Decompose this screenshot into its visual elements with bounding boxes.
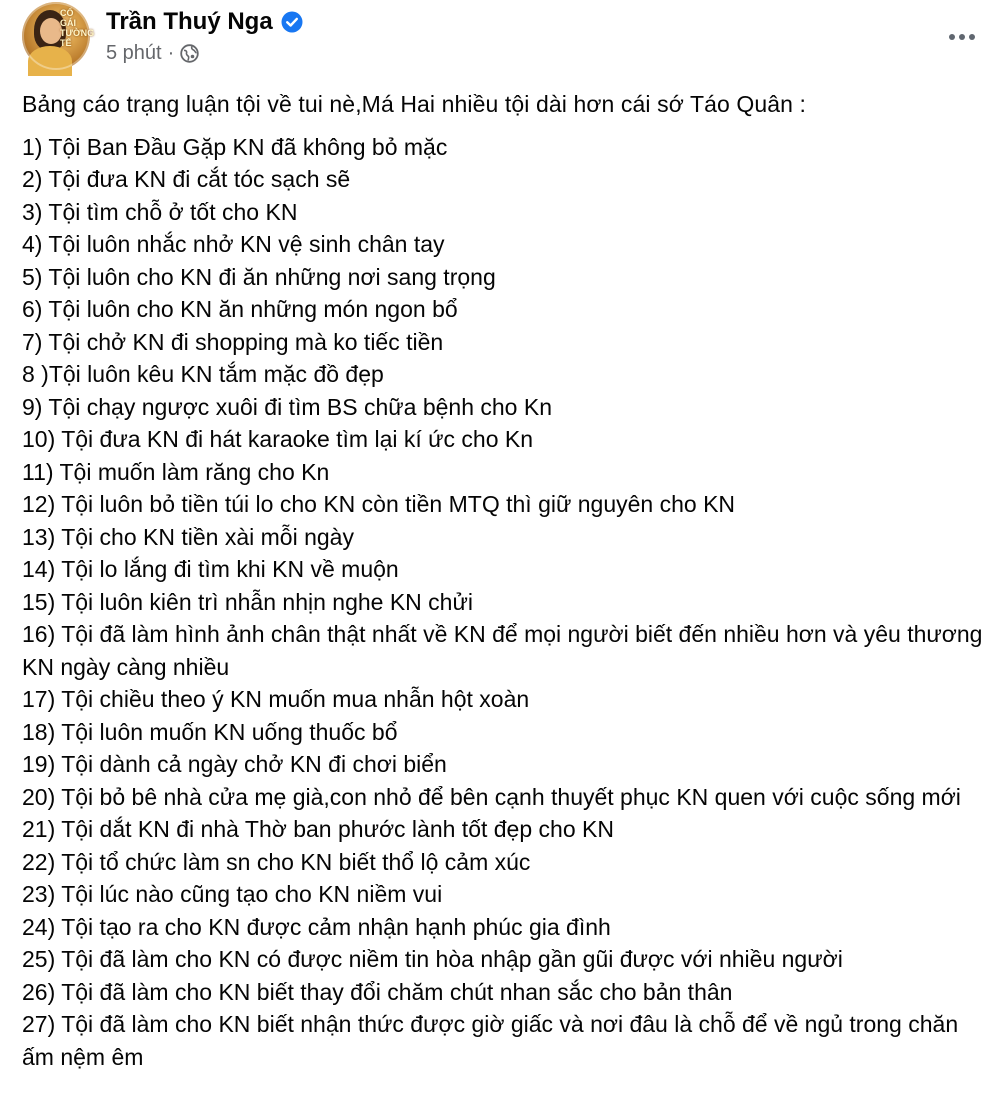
list-item: 1) Tội Ban Đầu Gặp KN đã không bỏ mặc [22, 133, 448, 160]
avatar[interactable] [22, 2, 95, 70]
more-dot [949, 34, 955, 40]
more-dot [959, 34, 965, 40]
list-item: 14) Tội lo lắng đi tìm khi KN về muộn [22, 556, 399, 582]
post-meta [106, 42, 199, 65]
list-item: 18) Tội luôn muốn KN uống thuốc bổ [22, 718, 398, 745]
more-dot [969, 34, 975, 40]
list-item: 11) Tội muốn làm răng cho Kn [22, 458, 330, 485]
list-item: 3) Tội tìm chỗ ở tốt cho KN [22, 198, 298, 225]
list-item: 4) Tội luôn nhắc nhở KN vệ sinh chân tay [22, 231, 445, 257]
list-item: 19) Tội dành cả ngày chở KN đi chơi biển [22, 751, 447, 777]
avatar-logo: CỔ GÁI TƯỜNG TẾ [60, 8, 95, 48]
list-item: 23) Tội lúc nào cũng tạo cho KN niềm vui [22, 881, 443, 907]
more-options-icon[interactable] [942, 16, 982, 56]
post-body [22, 82, 987, 1073]
charge-list [22, 131, 987, 1074]
list-item: 2) Tội đưa KN đi cắt tóc sạch sẽ [22, 166, 351, 192]
list-item: 13) Tội cho KN tiền xài mỗi ngày [22, 523, 354, 550]
list-item: 5) Tội luôn cho KN đi ăn những nơi sang trọng [22, 263, 496, 290]
post-timestamp[interactable]: 5 phút [106, 42, 162, 64]
avatar-ring [22, 2, 95, 70]
list-item: 7) Tội chở KN đi shopping mà ko tiếc tiền [22, 328, 444, 355]
list-item: 12) Tội luôn bỏ tiền túi lo cho KN còn tiền MTQ thì giữ nguyên cho KN [22, 491, 736, 517]
list-item: 16) Tội đã làm hình ảnh chân thật nhất về KN để mọi người biết đến nhiều hơn và yêu thương KN ngày càng nhiều [22, 621, 983, 680]
list-item: 25) Tội đã làm cho KN có được niềm tin hòa nhập gần gũi được với nhiều người [22, 946, 843, 972]
list-item: 24) Tội tạo ra cho KN được cảm nhận hạnh phúc gia đình [22, 913, 611, 940]
list-item: 22) Tội tổ chức làm sn cho KN biết thổ lộ cảm xúc [22, 848, 531, 875]
list-item: 15) Tội luôn kiên trì nhẫn nhịn nghe KN chửi [22, 588, 473, 615]
verified-badge-icon [281, 11, 303, 33]
author-name[interactable]: Trần Thuý Nga [106, 8, 273, 35]
list-item: 9) Tội chạy ngược xuôi đi tìm BS chữa bệnh cho Kn [22, 393, 552, 420]
list-item: 6) Tội luôn cho KN ăn những món ngon bổ [22, 296, 458, 322]
author-row [106, 8, 303, 36]
meta-separator: · [167, 42, 175, 64]
post-header [22, 2, 982, 72]
list-item: 17) Tội chiều theo ý KN muốn mua nhẫn hột xoàn [22, 686, 530, 712]
list-item: 27) Tội đã làm cho KN biết nhận thức được giờ giấc và nơi đâu là chỗ để về ngủ trong chăn ấm nệm êm [22, 1011, 959, 1070]
globe-icon[interactable] [180, 44, 199, 63]
post-intro: Bảng cáo trạng luận tội về tui nè,Má Hai nhiều tội dài hơn cái sớ Táo Quân : [22, 91, 807, 117]
list-item: 10) Tội đưa KN đi hát karaoke tìm lại kí ức cho Kn [22, 426, 534, 452]
list-item: 20) Tội bỏ bê nhà cửa mẹ già,con nhỏ để bên cạnh thuyết phục KN quen với cuộc sống mới [22, 783, 961, 810]
list-item: 21) Tội dắt KN đi nhà Thờ ban phước lành tốt đẹp cho KN [22, 816, 614, 842]
list-item: 8 )Tội luôn kêu KN tắm mặc đồ đẹp [22, 361, 384, 387]
list-item: 26) Tội đã làm cho KN biết thay đổi chăm chút nhan sắc cho bản thân [22, 978, 733, 1005]
